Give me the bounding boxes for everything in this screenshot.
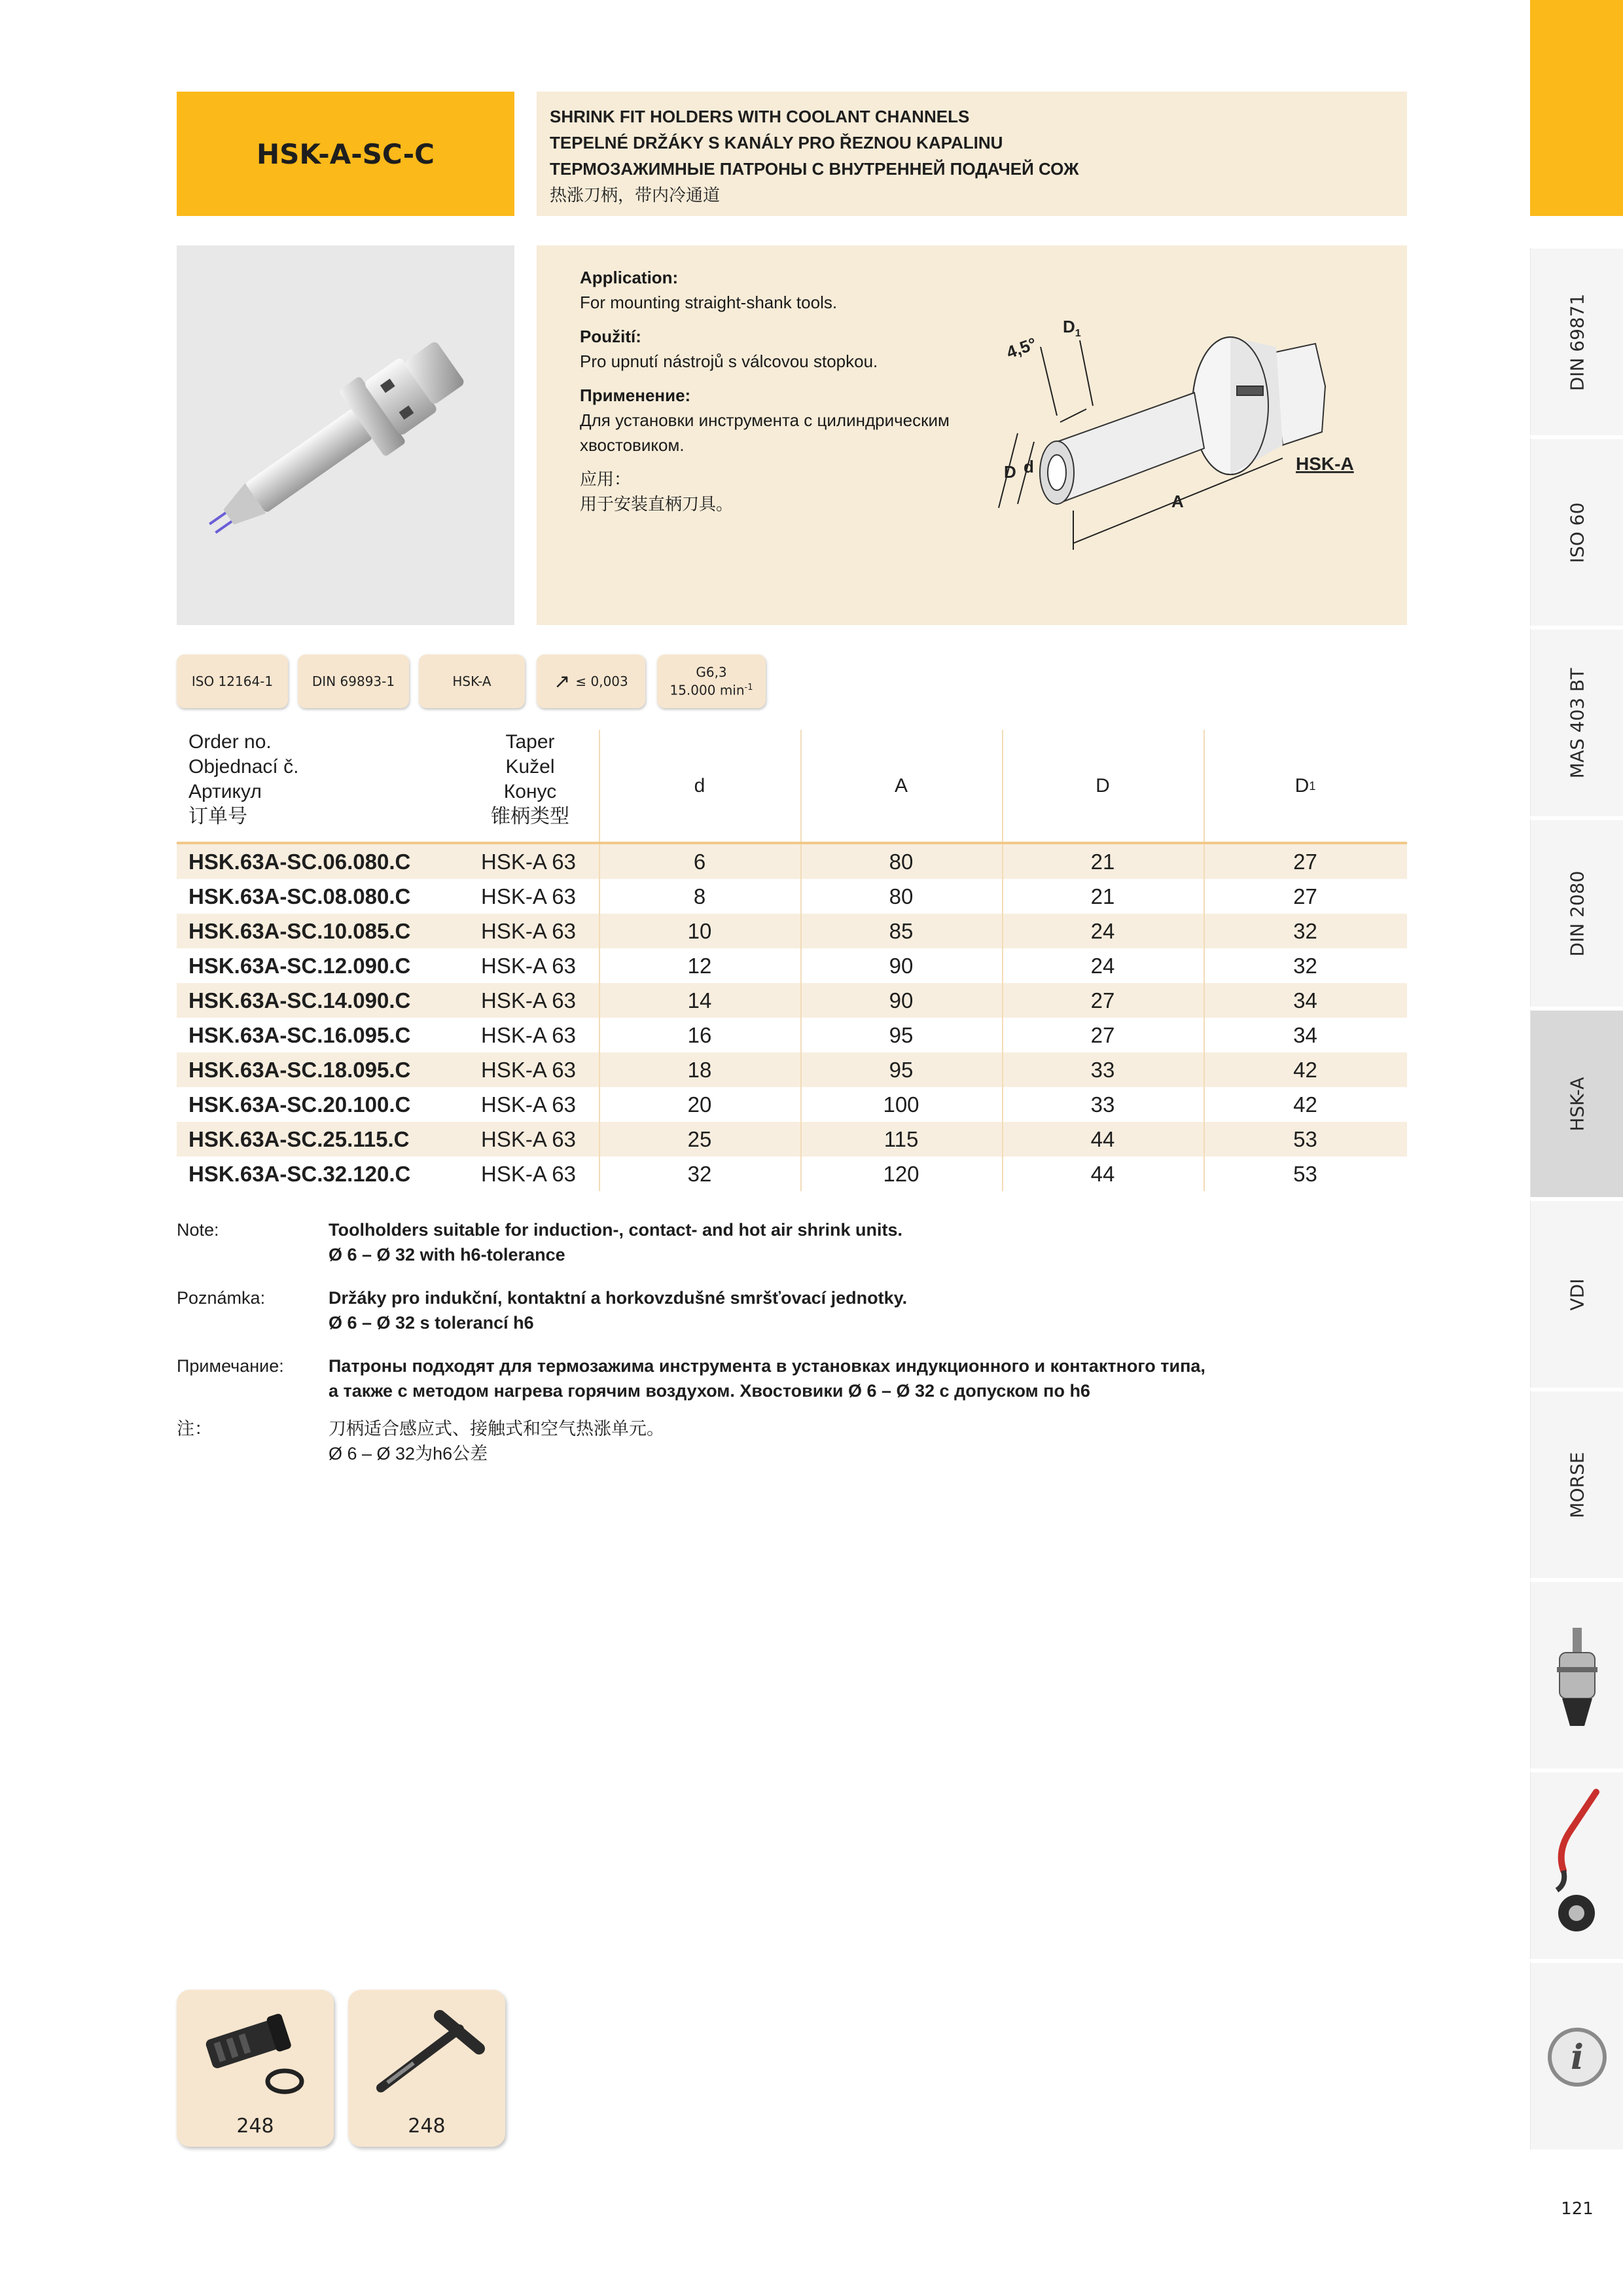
cell-D1: 42 [1293,1092,1317,1117]
application-ru-text: Для установки инструмента с цилиндрическим хвостовиком. [580,410,950,455]
table-header [177,730,1407,844]
application-cn-label: 应用： [580,469,632,489]
sidebar-tab-hsk-a[interactable] [1530,1009,1623,1197]
cell-D: 27 [1090,1023,1115,1047]
cell-order-no: HSK.63A-SC.14.090.C [188,988,411,1013]
cell-taper: HSK-A 63 [481,1023,576,1047]
cell-d: 16 [687,1023,712,1047]
runout-arrow-icon: ↗ [554,670,571,693]
note-cn-text: 刀柄适合感应式、接触式和空气热涨单元。 Ø 6 – Ø 32为h6公差 [329,1419,664,1463]
cell-d: 18 [687,1058,712,1082]
diagram-A-label: A [1171,492,1184,511]
note-cn-label: 注： [177,1419,212,1439]
accessory-tile-coolant-tube[interactable] [177,1990,334,2147]
cell-D: 21 [1090,884,1115,908]
cell-order-no: HSK.63A-SC.18.095.C [188,1058,411,1082]
application-en-text: For mounting straight-shank tools. [580,293,838,312]
sidebar-tab-din-69871[interactable] [1530,247,1623,435]
cell-D: 27 [1090,988,1115,1013]
cell-d: 14 [687,988,712,1013]
drill-chuck-icon [1531,1582,1623,1770]
cell-d: 32 [687,1162,712,1186]
note-cn [177,1416,1407,1469]
sidebar-tab-mas-403-bt[interactable] [1530,628,1623,816]
application-panel [537,245,1407,625]
accessory-tile-t-wrench[interactable] [348,1990,505,2147]
note-cz-label: Poznámka: [177,1288,266,1308]
header-order: Order no. Objednací č. Артикул 订单号 [188,731,299,827]
application-cn-text: 用于安装直柄刀具。 [580,494,734,514]
application-cz-text: Pro upnutí nástrojů s válcovou stopkou. [580,351,878,371]
cell-D1: 53 [1293,1127,1317,1151]
cell-d: 12 [687,954,712,978]
cell-D: 33 [1090,1058,1115,1082]
sidebar-tab-label: DIN 2080 [1566,870,1588,956]
cell-A: 100 [883,1092,919,1117]
cell-taper: HSK-A 63 [481,988,576,1013]
table-row [177,948,1407,983]
t-wrench-icon [348,1990,505,2108]
cell-A: 120 [883,1162,919,1186]
header-D: D [1096,774,1110,797]
sidebar-tab-vdi[interactable] [1530,1199,1623,1388]
cell-order-no: HSK.63A-SC.08.080.C [188,884,411,908]
cell-taper: HSK-A 63 [481,1162,576,1186]
table-row [177,1122,1407,1157]
cell-taper: HSK-A 63 [481,1058,576,1082]
holder-dimension-diagram [995,281,1361,596]
badge-hsk-text: HSK-A [452,673,491,689]
subtitle-cz: TEPELNÉ DRŽÁKY S KANÁLY PRO ŘEZNOU KAPALINU [550,133,1003,152]
cell-taper: HSK-A 63 [481,884,576,908]
table-row [177,914,1407,948]
page-title: HSK-A-SC-C [257,137,435,170]
title-box [177,92,514,216]
cell-order-no: HSK.63A-SC.32.120.C [188,1162,411,1186]
cell-taper: HSK-A 63 [481,954,576,978]
cell-d: 6 [693,850,706,874]
note-cz-text: Držáky pro indukční, kontaktní a horkovzdušné smršťovací jednotky. Ø 6 – Ø 32 s tolerancí h6 [329,1288,908,1333]
accessory-page-1: 248 [236,2115,274,2138]
table-row [177,1087,1407,1122]
cell-d: 20 [687,1092,712,1117]
info-icon [1531,1963,1623,2151]
header-d: d [694,774,705,797]
header-taper: Taper Kužel Конус 锥柄类型 [491,731,569,827]
diagram-angle-label: 4,5° [1003,333,1039,363]
table-body [177,844,1407,1191]
cell-taper: HSK-A 63 [481,919,576,943]
diagram-hsk-label: HSK-A [1296,454,1354,474]
cell-D1: 42 [1293,1058,1317,1082]
subtitle-ru: ТЕРМОЗАЖИМНЫЕ ПАТРОНЫ С ВНУТРЕННЕЙ ПОДАЧЕЙ СОЖ [550,159,1079,179]
cell-A: 95 [889,1058,914,1082]
cell-d: 10 [687,919,712,943]
note-en-label: Note: [177,1220,219,1240]
cell-A: 90 [889,988,914,1013]
cell-D1: 32 [1293,919,1317,943]
cell-D: 21 [1090,850,1115,874]
cell-D: 33 [1090,1092,1115,1117]
accessory-page-2: 248 [408,2115,446,2138]
header-A: A [894,774,908,797]
cell-order-no: HSK.63A-SC.16.095.C [188,1023,411,1047]
coolant-tube-icon [177,1990,334,2108]
badge-din-text: DIN 69893-1 [312,673,395,689]
badge-balance-grade: G6,3 [696,664,727,681]
sidebar-tab-iso-60[interactable] [1530,437,1623,626]
application-en-label: Application: [580,268,679,287]
badge-balance-speed: 15.000 $\min^{-1}$ [669,682,753,698]
cell-d: 8 [693,884,706,908]
table-row [177,983,1407,1018]
header-D1: D 1 [1294,774,1316,797]
cell-taper: HSK-A 63 [481,850,576,874]
badge-runout-text: ≤ 0,003 [575,673,628,689]
cell-D: 44 [1090,1127,1115,1151]
cell-order-no: HSK.63A-SC.06.080.C [188,850,411,874]
hook-wrench-icon [1531,1772,1623,1961]
table-row [177,1052,1407,1087]
cell-d: 25 [687,1127,712,1151]
cell-order-no: HSK.63A-SC.12.090.C [188,954,411,978]
sidebar-tab-drill-chuck[interactable] [1530,1580,1623,1768]
cell-D1: 32 [1293,954,1317,978]
application-text [580,265,999,516]
badge-iso-text: ISO 12164-1 [191,673,274,689]
badge-balance [657,655,766,708]
cell-D: 24 [1090,919,1115,943]
sidebar-tab-label: MAS 403 BT [1566,668,1588,778]
badge-hsk [419,655,525,708]
cell-order-no: HSK.63A-SC.10.085.C [188,919,411,943]
badge-runout [537,655,645,708]
table-row [177,1018,1407,1052]
cell-taper: HSK-A 63 [481,1092,576,1117]
sidebar-tab-label: ISO 60 [1566,502,1588,563]
sidebar-tab-label: HSK-A [1566,1077,1588,1131]
application-ru-label: Применение: [580,386,691,405]
badge-din [298,655,409,708]
cell-D: 44 [1090,1162,1115,1186]
svg-text:i: i [1571,2037,1584,2077]
page-number: 121 [1561,2199,1594,2219]
note-en-text: Toolholders suitable for induction-, contact- and hot air shrink units. Ø 6 – Ø 32 with h6-tolerance [329,1220,903,1265]
sidebar-accent [1530,0,1623,216]
cell-D1: 34 [1293,988,1317,1013]
subtitle-en: SHRINK FIT HOLDERS WITH COOLANT CHANNELS [550,107,970,126]
note-en [177,1217,1407,1270]
cell-D1: 53 [1293,1162,1317,1186]
cell-D: 24 [1090,954,1115,978]
application-cz-label: Použití: [580,327,641,346]
badge-iso [177,655,288,708]
sidebar-tab-label: MORSE [1566,1451,1588,1518]
table-row [177,1157,1407,1191]
note-ru-text: Патроны подходят для термозажима инструмента в установках индукционного и контактного типа, а также с методом нагрева горячим воздухом. Хвостовики Ø 6 – Ø 32 с допуском по h6 [329,1356,1205,1401]
shrink-holder-photo-icon [177,245,514,625]
cell-taper: HSK-A 63 [481,1127,576,1151]
cell-order-no: HSK.63A-SC.25.115.C [188,1127,410,1151]
diagram-D-label: D [1004,462,1016,482]
sidebar-tab-morse[interactable] [1530,1390,1623,1578]
cell-A: 90 [889,954,914,978]
cell-A: 80 [889,884,914,908]
cell-D1: 34 [1293,1023,1317,1047]
cell-A: 85 [889,919,914,943]
cell-D1: 27 [1293,884,1317,908]
sidebar-tab-label: VDI [1566,1278,1588,1310]
table-row [177,879,1407,914]
subtitle-cn: 热涨刀柄，带内冷通道 [550,185,721,205]
product-table [177,730,1407,1191]
sidebar-tab-label: DIN 69871 [1566,293,1588,391]
note-cz [177,1285,1407,1338]
cell-D1: 27 [1293,850,1317,874]
diagram-d1-label: $D_1$ [1063,317,1081,339]
cell-A: 95 [889,1023,914,1047]
cell-order-no: HSK.63A-SC.20.100.C [188,1092,411,1117]
sidebar-tab-info[interactable] [1530,1961,1623,2149]
note-ru-label: Примечание: [177,1356,284,1376]
product-photo [177,245,514,625]
table-row [177,844,1407,879]
diagram-d-label: d [1024,457,1034,476]
sidebar-tab-hook-wrench[interactable] [1530,1770,1623,1959]
cell-A: 80 [889,850,914,874]
note-ru [177,1354,1407,1406]
cell-A: 115 [883,1127,919,1151]
subtitle-box [537,92,1407,216]
sidebar-tab-din-2080[interactable] [1530,818,1623,1007]
